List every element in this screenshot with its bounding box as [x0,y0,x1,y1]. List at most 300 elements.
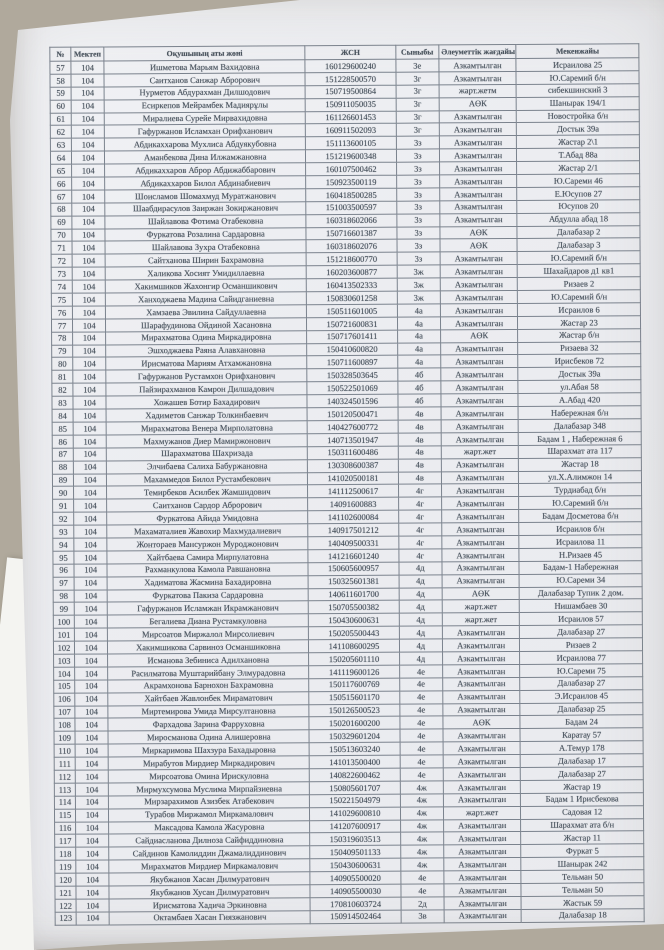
cell-school: 104 [75,654,108,667]
cell-address: Жастар 19 [521,780,644,794]
cell-school: 104 [74,615,107,628]
cell-jsn-id: 150329601204 [309,729,400,742]
cell-class: 3ж [397,278,440,291]
cell-number: 95 [53,551,74,564]
cell-address: Бадам 1 Ирисбекова [521,792,644,806]
cell-school: 104 [76,873,109,886]
cell-school: 104 [75,680,108,693]
student-roster-table [49,43,644,925]
cell-school: 104 [72,280,105,293]
cell-student-name: Якубжанов Хусан Дилмуратович [109,885,310,899]
cell-number: 116 [55,822,76,835]
cell-social-status: Азкамтылган [440,303,517,316]
cell-class: 3з [397,252,440,265]
cell-number: 108 [54,719,75,732]
cell-address: сибекшинский 3 [516,83,639,97]
cell-student-name: Шайлавова Фотима Отабековна [105,214,306,228]
cell-school: 104 [72,241,105,254]
cell-jsn-id: 150914502464 [310,910,401,923]
cell-jsn-id: 150328503645 [307,369,398,382]
cell-student-name: Хайтбаев Жавлонбек Мираматович [108,691,309,705]
cell-address: Далабазар 348 [518,419,641,433]
cell-address: Жастык 59 [521,896,644,910]
cell-school: 104 [74,628,107,641]
cell-school: 104 [71,87,104,100]
cell-address: Шарахмат ата 117 [519,444,642,458]
cell-student-name: Саитханов Сардор Аброрович [107,498,308,512]
cell-social-status: АӨК [443,716,520,729]
cell-number: 63 [50,139,71,152]
cell-social-status: Азкамтылган [443,703,520,716]
cell-jsn-id: 150717601411 [307,330,398,343]
cell-jsn-id: 151003500597 [306,201,397,214]
cell-student-name: Абдикаххаров Аброр Абдижаббарович [105,163,306,177]
cell-student-name: Миросманова Одина Алишеровна [108,730,309,744]
cell-social-status: жарт.жет [441,445,518,458]
cell-student-name: Пайзирахманов Камрон Дилшадович [106,382,307,396]
cell-social-status: Азкамтылган [444,909,521,922]
cell-class: 4г [399,549,442,562]
cell-school: 104 [73,461,106,474]
cell-student-name: Миркаримова Шахзура Бахадыровна [108,743,309,757]
cell-school: 104 [73,409,106,422]
cell-number: 70 [51,229,72,242]
cell-address: Новостройка б/н [517,109,640,123]
cell-class: 3з [397,227,440,240]
cell-jsn-id: 151219600348 [306,149,397,162]
cell-school: 104 [71,138,104,151]
cell-address: Далабазар 27 [521,767,644,781]
cell-number: 104 [54,667,75,680]
cell-class: 4д [399,575,442,588]
cell-jsn-id: 150120500471 [307,407,398,420]
cell-student-name: Сайтханова Ширин Бахрамовна [105,253,306,267]
cell-jsn-id: 150205500443 [309,626,400,639]
cell-student-name: Ирисматова Мариям Атхамжановна [106,356,307,370]
cell-school: 104 [73,383,106,396]
cell-address: Э.Исраилов 45 [520,689,643,703]
cell-address: Шарахмат ата б/н [521,818,644,832]
cell-class: 4е [400,703,443,716]
cell-student-name: Расилматова Муштарийбану Элмурадовна [108,666,309,680]
cell-social-status: Азкамтылган [444,896,521,909]
cell-address: Абдулла абад 18 [517,212,640,226]
cell-class: 4а [397,304,440,317]
cell-class: 3г [396,110,439,123]
cell-class: 4в [398,446,441,459]
cell-school: 104 [72,229,105,242]
cell-number: 74 [51,280,72,293]
cell-social-status: Азкамтылган [440,200,517,213]
cell-jsn-id: 150410600820 [307,343,398,356]
cell-class: 4в [398,471,441,484]
cell-address: Ю.Саремий б/н [516,71,639,85]
cell-social-status: Азкамтылган [441,419,518,432]
cell-social-status: Азкамтылган [443,755,520,768]
cell-number: 64 [50,151,71,164]
cell-social-status: Азкамтылган [443,729,520,742]
cell-student-name: Саитханов Санжар Аброрович [104,73,305,87]
cell-social-status: АӨК [439,97,516,110]
cell-school: 104 [73,345,106,358]
cell-social-status: Азкамтылган [439,149,516,162]
cell-class: 4е [400,716,443,729]
cell-number: 118 [55,847,76,860]
cell-student-name: Шарафудинова Ойдиной Хасановна [106,318,307,332]
cell-school: 104 [73,448,106,461]
cell-school: 104 [73,319,106,332]
cell-address: Нишамбаев 30 [520,599,643,613]
cell-jsn-id: 140917501212 [308,523,399,536]
cell-number: 109 [54,731,75,744]
cell-class: 4в [398,420,441,433]
cell-social-status: Азкамтылган [443,677,520,690]
cell-number: 90 [53,487,74,500]
cell-school: 104 [74,525,107,538]
cell-number: 89 [52,474,73,487]
cell-address: Жастар 2/1 [517,161,640,175]
column-header: Мекенжайы [516,44,639,59]
cell-student-name: Мирахматов Мирдиер Миркамалович [109,859,310,873]
cell-student-name: Фуркатова Айида Умидовна [107,511,308,525]
cell-jsn-id: 160129600240 [305,59,396,72]
cell-social-status: Азкамтылган [440,187,517,200]
cell-social-status: Азкамтылган [442,497,519,510]
cell-class: 4е [399,691,442,704]
cell-school: 104 [73,396,106,409]
cell-number: 111 [54,757,75,770]
cell-social-status: АӨК [440,226,517,239]
cell-number: 107 [54,706,75,719]
cell-social-status: Азкамтылган [443,664,520,677]
cell-jsn-id: 150522501069 [307,381,398,394]
cell-school: 104 [73,370,106,383]
cell-number: 114 [54,796,75,809]
cell-social-status: Азкамтылган [440,213,517,226]
cell-student-name: Гафуржанов Исламхан Орифханович [105,124,306,138]
cell-jsn-id: 140905500020 [310,871,401,884]
cell-student-name: Мирабутов Мирдиер Миркадирович [108,756,309,770]
cell-address: Бадам Досметова б/н [519,509,642,523]
cell-class: 3г [396,98,439,111]
cell-jsn-id: 151228500570 [305,72,396,85]
cell-number: 102 [53,641,74,654]
cell-student-name: Бегалиева Диана Рустамкуловна [108,614,309,628]
cell-class: 4б [398,368,441,381]
cell-social-status: Азкамтылган [442,523,519,536]
cell-address: Далабазар 18 [521,908,644,922]
cell-student-name: Фуркатова Розалина Сардаровна [105,227,306,241]
cell-number: 121 [55,886,76,899]
cell-student-name: Фархадова Зарина Фарруховна [108,717,309,731]
cell-address: Шахайдаров д1 кв1 [517,264,640,278]
cell-student-name: Темирбеков Асилбек Жамшидович [107,485,308,499]
cell-school: 104 [73,422,106,435]
cell-school: 104 [72,203,105,216]
cell-class: 4г [398,497,441,510]
cell-number: 81 [52,371,73,384]
cell-class: 3г [396,123,439,136]
cell-number: 113 [54,783,75,796]
cell-school: 104 [71,74,104,87]
cell-number: 77 [51,319,72,332]
cell-student-name: Абдикаххаров Билол Абдинабиевич [105,176,306,190]
cell-address: Т.Абад 88а [517,148,640,162]
cell-social-status: Азкамтылган [440,174,517,187]
cell-student-name: Махаммедов Билол Рустамбекович [107,472,308,486]
cell-social-status: Азкамтылган [440,265,517,278]
cell-address: Ирисбеков 72 [518,354,641,368]
cell-social-status: Азкамтылган [442,535,519,548]
cell-school: 104 [74,473,107,486]
cell-class: 3з [396,149,439,162]
cell-number: 99 [53,603,74,616]
cell-address: Исраилов 57 [520,612,643,626]
cell-social-status: Азкамтылган [440,252,517,265]
cell-school: 104 [75,796,108,809]
cell-school: 104 [72,190,105,203]
cell-jsn-id: 140409500331 [308,536,399,549]
cell-social-status: Азкамтылган [443,793,520,806]
cell-address: ул.Х.Алимжон 14 [519,470,642,484]
cell-number: 84 [52,409,73,422]
cell-jsn-id: 150513603240 [309,742,400,755]
cell-student-name: Шаабдирасулов Заиржан Зокиржанович [105,202,306,216]
cell-number: 100 [53,615,74,628]
column-header: Сыныбы [396,45,439,59]
cell-social-status: Азкамтылган [441,458,518,471]
column-header: Мектеп [71,47,104,61]
cell-address: Жастар 11 [521,831,644,845]
cell-class: 4е [399,665,442,678]
cell-class: 4б [398,381,441,394]
cell-number: 122 [55,899,76,912]
column-header: Оқушының аты жөні [104,46,305,61]
table-body [50,58,644,925]
cell-jsn-id: 141013500400 [309,755,400,768]
cell-social-status: Азкамтылган [439,136,516,149]
cell-class: 3з [396,188,439,201]
cell-student-name: Якубжанов Хасан Дилмуратович [109,872,310,886]
cell-number: 60 [50,100,71,113]
cell-class: 3з [396,175,439,188]
cell-jsn-id: 151218600770 [306,253,397,266]
cell-address: Исраилова 11 [519,535,642,549]
cell-student-name: Нурметов Абдурахман Дилшодович [104,86,305,100]
cell-jsn-id: 150830601258 [307,291,398,304]
cell-school: 104 [76,899,109,912]
cell-class: 4ж [400,819,443,832]
cell-jsn-id: 140427600772 [307,420,398,433]
cell-jsn-id: 130308600387 [308,459,399,472]
cell-number: 98 [53,590,74,603]
cell-address: Бадам-1 Набережная [519,560,642,574]
cell-class: 3з [396,201,439,214]
cell-social-status: Азкамтылган [439,110,516,123]
cell-student-name: Хадиметов Санжар Толкинбаевич [106,408,307,422]
cell-jsn-id: 14091600883 [308,497,399,510]
cell-jsn-id: 141108600295 [309,639,400,652]
cell-social-status: Азкамтылган [442,651,519,664]
cell-number: 105 [54,680,75,693]
column-header: № [50,47,71,61]
cell-address: Достык 39а [518,367,641,381]
cell-student-name: Хайтбаева Самира Мирпулатовна [107,550,308,564]
cell-class: 3ж [397,265,440,278]
cell-class: 4г [399,536,442,549]
cell-number: 106 [54,693,75,706]
cell-social-status: Азкамтылган [443,742,520,755]
cell-number: 117 [55,835,76,848]
cell-social-status: АӨК [440,239,517,252]
cell-jsn-id: 141020500181 [308,472,399,485]
cell-class: 4ж [400,807,443,820]
cell-class: 4д [399,587,442,600]
cell-jsn-id: 160318602076 [306,240,397,253]
cell-school: 104 [76,860,109,873]
cell-jsn-id: 150721600831 [307,317,398,330]
cell-jsn-id: 160318602066 [306,214,397,227]
cell-number: 86 [52,435,73,448]
cell-school: 104 [73,332,106,345]
cell-social-status: Азкамтылган [444,858,521,871]
cell-social-status: Азкамтылган [441,394,518,407]
cell-jsn-id: 140905500030 [310,884,401,897]
cell-class: 4ж [400,832,443,845]
cell-number: 119 [55,860,76,873]
cell-class: 4в [398,433,441,446]
column-header: ЖСН [305,45,396,60]
cell-social-status: Азкамтылган [443,780,520,793]
cell-number: 97 [53,577,74,590]
cell-address: А.Темур 178 [520,741,643,755]
cell-address: Достык 39а [517,122,640,136]
cell-address: Ю.Саремий б/н [518,290,641,304]
cell-number: 61 [50,113,71,126]
cell-student-name: Абдикаххарова Мухлиса Абдуякубовна [105,137,306,151]
cell-school: 104 [74,577,107,590]
cell-class: 4ж [400,781,443,794]
cell-school: 104 [75,693,108,706]
cell-student-name: Шайлавова Зухра Отабековна [105,240,306,254]
cell-school: 104 [76,847,109,860]
cell-social-status: Азкамтылган [442,626,519,639]
cell-school: 104 [72,216,105,229]
cell-address: Фуркат 5 [521,844,644,858]
cell-social-status: Азкамтылган [439,162,516,175]
cell-class: 4е [399,678,442,691]
cell-address: Ю.Саремий б/н [517,251,640,265]
cell-class: 4е [400,742,443,755]
cell-jsn-id: 150430600631 [309,613,400,626]
cell-social-status: Азкамтылган [440,290,517,303]
cell-number: 88 [52,461,73,474]
cell-number: 69 [51,216,72,229]
cell-address: Исраилова 25 [516,58,639,72]
cell-social-status: АӨК [440,329,517,342]
cell-jsn-id: 160413502333 [307,278,398,291]
cell-jsn-id: 150311600486 [308,446,399,459]
cell-social-status: жарт.жетм [439,84,516,97]
cell-jsn-id: 141029600810 [310,807,401,820]
cell-student-name: Хакимшиков Жахонгир Османшикович [105,279,306,293]
cell-social-status: Азкамтылган [442,548,519,561]
cell-school: 104 [72,267,105,280]
cell-number: 91 [53,499,74,512]
cell-address: Шанырак 194/1 [516,96,639,110]
cell-social-status: Азкамтылган [439,71,516,84]
cell-jsn-id: 160203600877 [306,265,397,278]
cell-class: 3з [396,162,439,175]
cell-number: 94 [53,538,74,551]
cell-class: 4а [397,330,440,343]
cell-student-name: Есиркепов Мейрамбек Мадиярұлы [104,98,305,112]
cell-class: 4д [399,639,442,652]
cell-address: Каратау 57 [520,728,643,742]
cell-class: 4д [399,626,442,639]
cell-number: 73 [51,267,72,280]
cell-student-name: Исманова Зебиниса Адилхановна [108,653,309,667]
cell-social-status: Азкамтылган [441,471,518,484]
cell-class: 4е [400,729,443,742]
cell-class: 3ж [397,291,440,304]
cell-school: 104 [75,718,108,731]
cell-number: 103 [54,654,75,667]
cell-social-status: Азкамтылган [441,342,518,355]
cell-school: 104 [71,113,104,126]
cell-student-name: Эшходжаева Раяна Алавхановна [106,343,307,357]
cell-address: А.Абад 420 [518,393,641,407]
cell-class: 4а [397,355,440,368]
cell-student-name: Аманбекова Дина Илжамжановна [105,150,306,164]
cell-address: Бадам 1 , Набережная 6 [519,432,642,446]
cell-jsn-id: 150221504979 [310,794,401,807]
cell-jsn-id: 141102600084 [308,510,399,523]
cell-jsn-id: 150126500523 [309,704,400,717]
cell-jsn-id: 151113600105 [306,137,397,150]
cell-class: 4г [398,484,441,497]
cell-number: 120 [55,873,76,886]
cell-address: Далабазар 2 [517,225,640,239]
cell-number: 92 [53,512,74,525]
cell-address: Ризаев 2 [518,277,641,291]
cell-address: Ю.Сареми 34 [519,573,642,587]
cell-student-name: Махаматалиев Жавохир Махмудалиевич [107,524,308,538]
cell-school: 104 [75,783,108,796]
cell-class: 3е [396,59,439,72]
cell-social-status: Азкамтылган [440,316,517,329]
cell-address: ул.Абая 58 [518,380,641,394]
cell-jsn-id: 150201600200 [309,717,400,730]
cell-number: 58 [50,74,71,87]
cell-address: Ю.Сареми 46 [517,174,640,188]
cell-jsn-id: 150711600897 [307,356,398,369]
cell-address: Набережная б/н [518,406,641,420]
cell-class: 3г [396,72,439,85]
cell-social-status: Азкамтылган [443,819,520,832]
cell-student-name: Мирахматова Венера Мирполатовна [106,421,307,435]
cell-social-status: Азкамтылган [443,767,520,780]
cell-jsn-id: 140611601700 [308,588,399,601]
cell-student-name: Халикова Хосият Умидиллаевна [105,266,306,280]
cell-class: 3г [396,85,439,98]
cell-school: 104 [76,834,109,847]
cell-jsn-id: 141216601240 [308,549,399,562]
cell-social-status: Азкамтылган [439,123,516,136]
cell-class: 4ж [401,858,444,871]
cell-school: 104 [75,770,108,783]
cell-address: Исраилов 6 [518,303,641,317]
